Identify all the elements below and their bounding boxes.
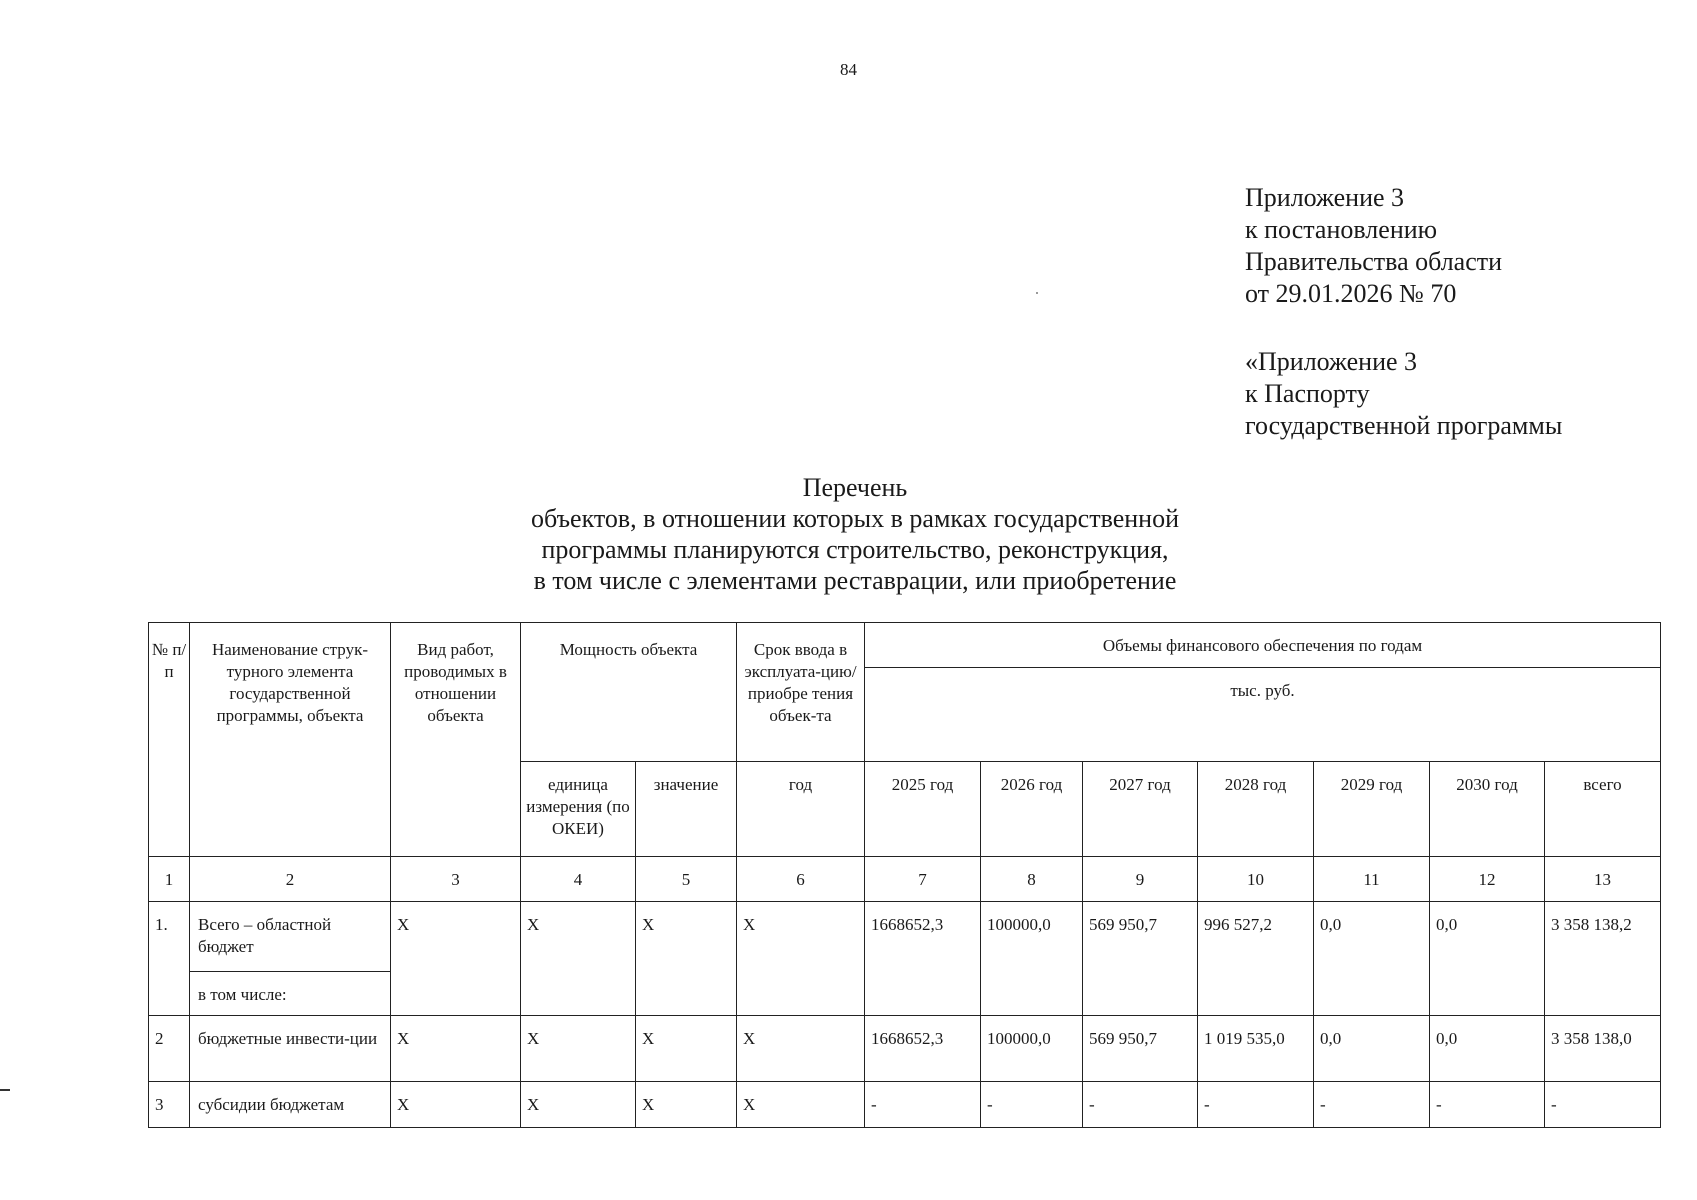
row-cell: 100000,0 [981,1016,1083,1082]
column-number: 9 [1083,857,1198,902]
row-cell: X [391,902,521,1016]
table-row [149,1016,1661,1082]
column-number: 11 [1314,857,1430,902]
row-cell: - [1314,1082,1430,1128]
row-cell: - [1198,1082,1314,1128]
row-cell: 100000,0 [981,902,1083,1016]
page-number: 84 [840,60,857,79]
row-number: 1. [149,902,190,1016]
row-cell: 569 950,7 [1083,902,1198,1016]
appendix-line: государственной программы [1245,411,1563,440]
passport-appendix-block [1245,346,1562,442]
table-row [149,1082,1661,1128]
header-value: значение [636,762,737,857]
row-cell: X [737,1082,865,1128]
column-number: 8 [981,857,1083,902]
header-year-2027: 2027 год [1083,762,1198,857]
title-line: программы планируются строительство, реконструкция, [541,535,1169,564]
row-number: 3 [149,1082,190,1128]
header-year-2025: 2025 год [865,762,981,857]
row-cell: - [1083,1082,1198,1128]
column-number: 6 [737,857,865,902]
appendix-line: к постановлению [1245,215,1438,244]
appendix-line: от 29.01.2026 № 70 [1245,279,1457,308]
document-title [480,472,1230,596]
header-year-2026: 2026 год [981,762,1083,857]
row-cell: - [1430,1082,1545,1128]
column-number: 12 [1430,857,1545,902]
row-cell: - [1545,1082,1661,1128]
title-line: в том числе с элементами реставрации, или приобретение [533,566,1177,595]
row-name: Всего – областной бюджет [190,902,391,972]
row-cell: 1 019 535,0 [1198,1016,1314,1082]
row-cell: X [521,902,636,1016]
title-line: Перечень [802,473,908,502]
row-cell: X [391,1082,521,1128]
column-number-row [149,857,1661,902]
row-cell: X [391,1016,521,1082]
column-number: 10 [1198,857,1314,902]
appendix-reference-block [1245,182,1502,310]
row-cell: X [521,1082,636,1128]
header-num: № п/п [149,623,190,857]
header-units: тыс. руб. [865,668,1661,762]
row-subname: в том числе: [190,972,391,1016]
row-cell: 3 358 138,0 [1545,1016,1661,1082]
appendix-line: «Приложение 3 [1245,347,1418,376]
row-cell: 1668652,3 [865,902,981,1016]
header-unit-measure: единица измерения (по ОКЕИ) [521,762,636,857]
column-number: 2 [190,857,391,902]
margin-mark [0,1089,10,1091]
column-number: 7 [865,857,981,902]
row-cell: 996 527,2 [1198,902,1314,1016]
row-cell: - [981,1082,1083,1128]
row-cell: X [737,902,865,1016]
objects-table [148,622,1661,1128]
row-cell: 0,0 [1314,902,1430,1016]
row-cell: X [737,1016,865,1082]
row-cell: 569 950,7 [1083,1016,1198,1082]
appendix-line: к Паспорту [1245,379,1370,408]
row-cell: 3 358 138,2 [1545,902,1661,1016]
scan-artifact [1036,292,1038,294]
row-cell: X [636,902,737,1016]
column-number: 13 [1545,857,1661,902]
appendix-line: Правительства области [1245,247,1503,276]
row-number: 2 [149,1016,190,1082]
header-year-2029: 2029 год [1314,762,1430,857]
row-cell: 0,0 [1430,902,1545,1016]
row-name: субсидии бюджетам [190,1082,391,1128]
header-deadline: Срок ввода в эксплуата-цию/приобре тения объек-та [737,623,865,762]
column-number: 5 [636,857,737,902]
column-number: 1 [149,857,190,902]
header-work-type: Вид работ, проводимых в отношении объекта [391,623,521,857]
header-year: год [737,762,865,857]
header-year-2028: 2028 год [1198,762,1314,857]
appendix-line: Приложение 3 [1245,183,1405,212]
header-capacity: Мощность объекта [521,623,737,762]
column-number: 4 [521,857,636,902]
header-finance: Объемы финансового обеспечения по годам [865,623,1661,668]
row-cell: X [636,1016,737,1082]
row-cell: 0,0 [1430,1016,1545,1082]
row-cell: - [865,1082,981,1128]
column-number: 3 [391,857,521,902]
title-line: объектов, в отношении которых в рамках государственной [531,504,1179,533]
table-row [149,902,1661,972]
row-name: бюджетные инвести-ции [190,1016,391,1082]
row-cell: X [521,1016,636,1082]
header-name: Наименование струк-турного элемента государственной программы, объекта [190,623,391,857]
header-year-2030: 2030 год [1430,762,1545,857]
row-cell: 1668652,3 [865,1016,981,1082]
row-cell: 0,0 [1314,1016,1430,1082]
row-cell: X [636,1082,737,1128]
header-total: всего [1545,762,1661,857]
